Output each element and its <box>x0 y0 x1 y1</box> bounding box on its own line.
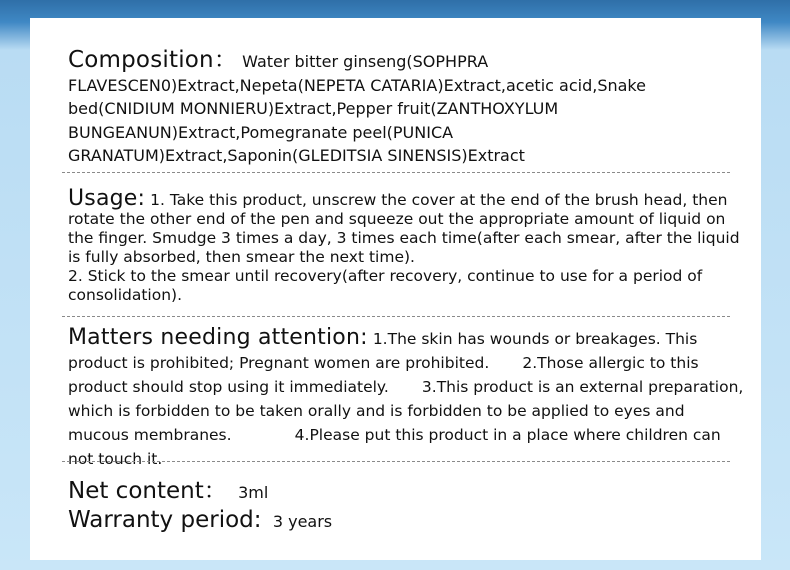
net-content-value: 3ml <box>238 483 269 502</box>
warranty-label: Warranty period: <box>68 507 262 533</box>
info-panel <box>30 18 761 560</box>
usage-step-2: 2. Stick to the smear until recovery(after recovery, continue to use for a period of consolidation). <box>68 267 703 304</box>
divider <box>62 172 730 173</box>
divider <box>62 316 730 317</box>
composition-text: Water bitter ginseng(SOPHPRA FLAVESCEN0)Extract,Nepeta(NEPETA CATARIA)Extract,acetic acid,Snake bed(CNIDIUM MONNIERU)Extract,Pepper fruit(ZANTHOXYLUM BUNGEANUN)Extract,Pomegranate peel(PUNICA GRANATUM)Extract,Saponin(GLEDITSIA SINENSIS)Extract <box>68 52 646 165</box>
net-content-row <box>68 472 268 505</box>
composition-section <box>68 49 744 168</box>
composition-label: Composition： <box>68 47 238 73</box>
attention-label: Matters needing attention: <box>68 325 368 350</box>
attention-item-3: 3.This product is an external preparation, which is forbidden to be taken orally and is forbidden to be applied to eyes and mucous membranes. <box>68 378 744 444</box>
net-content-label: Net content： <box>68 478 227 504</box>
attention-item-1: 1.The skin has wounds or breakages. This product is prohibited; Pregnant women are prohibited. <box>68 330 698 372</box>
warranty-value: 3 years <box>272 512 333 531</box>
divider <box>62 461 730 462</box>
usage-step-1: 1. Take this product, unscrew the cover at the end of the brush head, then rotate the other end of the pen and squeeze out the appropriate amount of liquid on the finger. Smudge 3 times a day, 3 times each time(after each smear, after the liquid is fully absorbed, then smear the next time). <box>68 191 740 266</box>
usage-section <box>68 186 748 305</box>
attention-item-4: 4.Please put this product in a place where children can not touch it. <box>68 426 721 468</box>
usage-label: Usage: <box>68 186 146 211</box>
attention-section <box>68 326 750 471</box>
attention-item-2: 2.Those allergic to this product should stop using it immediately. <box>68 354 699 396</box>
warranty-row <box>68 507 332 533</box>
